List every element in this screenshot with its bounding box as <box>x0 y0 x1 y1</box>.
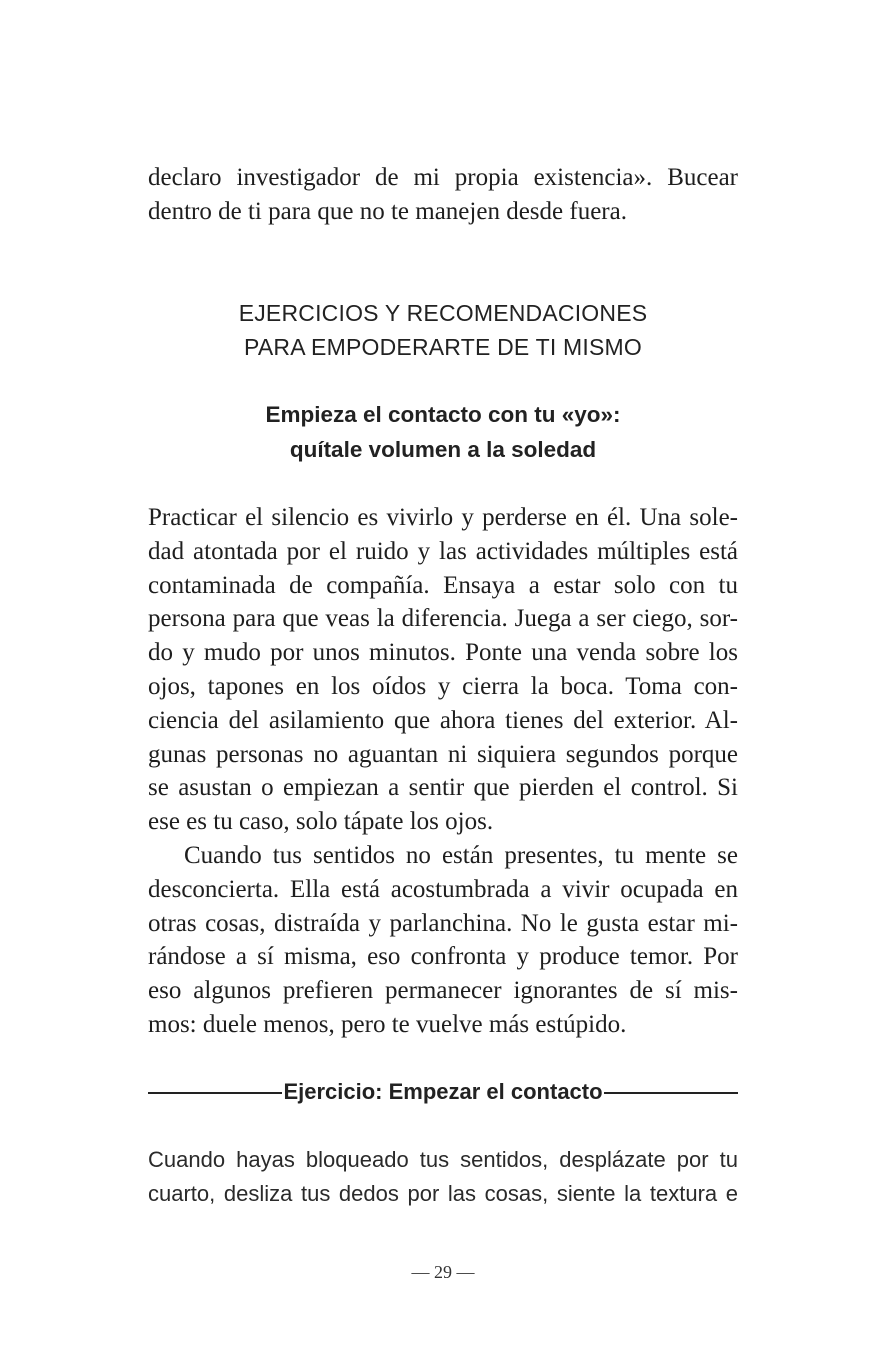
paragraph-line: se asustan o empiezan a sentir que pierden el control. Si <box>148 774 738 802</box>
exercise-body <box>148 1143 738 1211</box>
paragraph-line: ojos, tapones en los oídos y cierra la boca. Toma con- <box>148 672 738 700</box>
paragraph-line: eso algunos prefieren permanecer ignorantes de sí mis- <box>148 977 738 1005</box>
subheading-line-2: quítale volumen a la soledad <box>289 437 597 462</box>
intro-paragraph <box>148 161 738 229</box>
paragraph-line: desconcierta. Ella está acostumbrada a vivir ocupada en <box>148 875 738 903</box>
paragraph-line: mos: duele menos, pero te vuelve más estúpido. <box>148 1010 627 1038</box>
paragraph-line: persona para que veas la diferencia. Juega a ser ciego, sor- <box>148 605 738 633</box>
paragraph-line: ciencia del asilamiento que ahora tienes del exterior. Al- <box>148 706 738 734</box>
subheading <box>148 397 738 467</box>
paragraph-line: gunas personas no aguantan ni siquiera segundos porque <box>148 740 738 768</box>
paragraph-line: Cuando tus sentidos no están presentes, tu mente se <box>184 842 738 869</box>
intro-line: declaro investigador de mi propia existencia». Bucear <box>148 164 738 191</box>
section-title-line-1: EJERCICIOS Y RECOMENDACIONES <box>238 300 648 326</box>
body-paragraph-2 <box>148 839 738 1042</box>
paragraph-line: dad atontada por el ruido y las actividades múltiples está <box>148 537 738 565</box>
exercise-heading <box>148 1074 738 1110</box>
exercise-line: cuarto, desliza tus dedos por las cosas, siente la textura e <box>148 1181 738 1206</box>
exercise-rule-left <box>148 1092 282 1094</box>
paragraph-line: ese es tu caso, solo tápate los ojos. <box>148 808 494 836</box>
body-paragraph-1 <box>148 501 738 839</box>
exercise-title: Ejercicio: Empezar el contacto <box>283 1079 603 1104</box>
paragraph-line: do y mudo por unos minutos. Ponte una venda sobre los <box>148 639 738 667</box>
paragraph-line: otras cosas, distraída y parlanchina. No le gusta estar mi- <box>148 909 738 937</box>
section-title <box>148 296 738 364</box>
exercise-line: Cuando hayas bloqueado tus sentidos, desplázate por tu <box>148 1147 738 1172</box>
paragraph-line: Practicar el silencio es vivirlo y perderse en él. Una sole- <box>148 504 738 531</box>
paragraph-line: rándose a sí misma, eso confronta y produce temor. Por <box>148 943 738 971</box>
subheading-line-1: Empieza el contacto con tu «yo»: <box>265 402 621 427</box>
paragraph-line: contaminada de compañía. Ensaya a estar solo con tu <box>148 571 738 599</box>
intro-line: dentro de ti para que no te manejen desde fuera. <box>148 197 627 225</box>
page-number: — 29 — <box>411 1262 475 1282</box>
section-title-line-2: PARA EMPODERARTE DE TI MISMO <box>244 334 642 360</box>
exercise-rule-right <box>604 1092 738 1094</box>
